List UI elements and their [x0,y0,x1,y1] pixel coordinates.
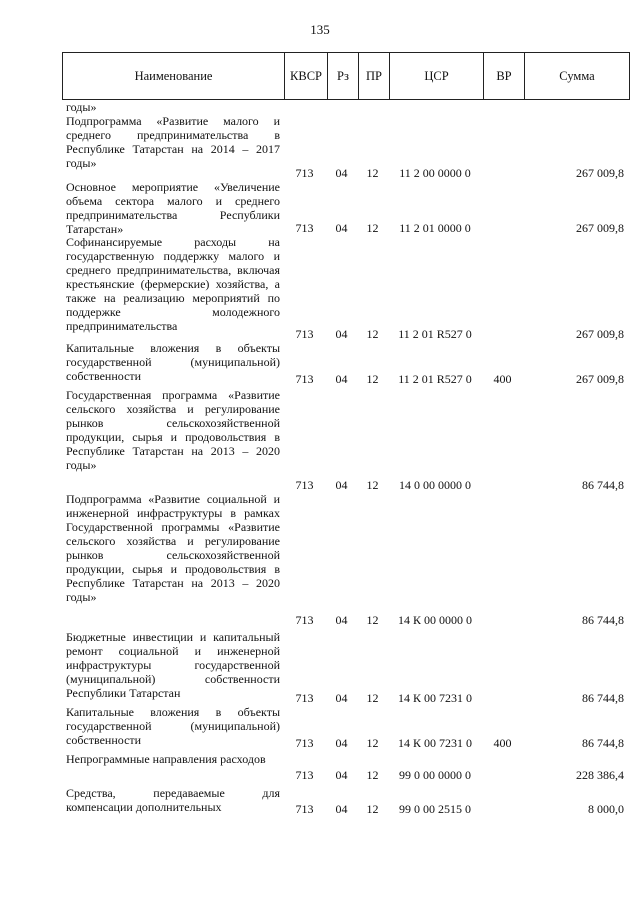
row-csr: 14 К 00 7231 0 [397,736,472,750]
col-header-csr: ЦСР [389,53,483,99]
row-kvsr: 713 [295,802,314,816]
row-rz: 04 [335,327,348,341]
row-rz: 04 [335,221,348,235]
table-row [62,630,630,705]
table-row [62,786,630,816]
row-sum: 86 744,8 [582,478,624,492]
row-kvsr: 713 [295,221,314,235]
row-kvsr: 713 [295,372,314,386]
row-vr: 400 [493,736,512,750]
row-csr: 99 0 00 2515 0 [399,802,471,816]
row-csr: 11 2 01 R527 0 [398,372,472,386]
row-name: Основное мероприятие «Увеличение объема сектора малого и среднего предпринимательства Республики Татарстан» [66,180,280,236]
row-kvsr: 713 [295,327,314,341]
table-row [62,752,630,782]
row-pr: 12 [366,802,379,816]
col-header-kvsr: КВСР [284,53,327,99]
row-sum: 86 744,8 [582,613,624,627]
row-csr: 14 К 00 0000 0 [397,613,472,627]
row-kvsr: 713 [295,166,314,180]
row-sum: 267 009,8 [576,327,624,341]
row-kvsr: 713 [295,691,314,705]
row-pr: 12 [366,768,379,782]
row-name: Бюджетные инвестиции и капитальный ремонт социальной и инженерной инфраструктуры государственной (муниципальной) собственности Республики Татарстан [66,630,280,700]
table-row [62,492,630,627]
row-rz: 04 [335,478,348,492]
row-sum: 228 386,4 [576,768,624,782]
row-name: Подпрограмма «Развитие социальной и инженерной инфраструктуры в рамках Государственной программы «Развитие сельского хозяйства и регулирование рынков сельскохозяйственной продукции, сырья и продовольствия в Республике Татарстан на 2013 – 2020 годы» [66,492,280,604]
col-header-rz: Рз [327,53,358,99]
row-name: годы» [66,100,97,114]
row-rz: 04 [335,372,348,386]
row-rz: 04 [335,736,348,750]
row-pr: 12 [366,478,379,492]
row-sum: 267 009,8 [576,221,624,235]
row-name: Софинансируемые расходы на государственную поддержку малого и среднего предпринимательства, включая крестьянские (фермерские) хозяйства, а также на реализацию мероприятий по поддержке молодежного предпринимательства [66,235,280,333]
row-rz: 04 [335,166,348,180]
row-vr: 400 [493,372,512,386]
table-row [62,114,630,180]
row-kvsr: 713 [295,736,314,750]
row-rz: 04 [335,802,348,816]
row-sum: 86 744,8 [582,736,624,750]
row-name: Капитальные вложения в объекты государственной (муниципальной) собственности [66,705,280,747]
row-sum: 8 000,0 [588,802,624,816]
row-pr: 12 [366,736,379,750]
row-csr: 14 К 00 7231 0 [397,691,472,705]
table-row [62,705,630,750]
page-number: 135 [310,22,330,37]
table-header [62,52,630,100]
row-pr: 12 [366,372,379,386]
row-csr: 11 2 00 0000 0 [399,166,471,180]
row-sum: 267 009,8 [576,372,624,386]
row-rz: 04 [335,613,348,627]
row-pr: 12 [366,327,379,341]
row-kvsr: 713 [295,613,314,627]
row-csr: 11 2 01 0000 0 [399,221,471,235]
row-name: Капитальные вложения в объекты государственной (муниципальной) собственности [66,341,280,383]
row-kvsr: 713 [295,768,314,782]
row-name: Подпрограмма «Развитие малого и среднего предпринимательства в Республике Татарстан на 2014 – 2017 годы» [66,114,280,170]
row-rz: 04 [335,691,348,705]
row-csr: 99 0 00 0000 0 [399,768,471,782]
col-header-vr: ВР [483,53,524,99]
table-row [62,235,630,341]
row-name: Государственная программа «Развитие сельского хозяйства и регулирование рынков сельскохозяйственной продукции, сырья и продовольствия в Республике Татарстан на 2013 – 2020 годы» [66,388,280,472]
row-sum: 86 744,8 [582,691,624,705]
table-row [62,180,630,235]
row-pr: 12 [366,691,379,705]
col-header-sum: Сумма [524,53,629,99]
row-csr: 11 2 01 R527 0 [398,327,472,341]
row-rz: 04 [335,768,348,782]
col-header-name: Наименование [134,68,213,83]
row-pr: 12 [366,221,379,235]
row-pr: 12 [366,613,379,627]
row-name: Непрограммные направления расходов [66,752,266,766]
table-row [62,341,630,386]
row-sum: 267 009,8 [576,166,624,180]
row-pr: 12 [366,166,379,180]
row-name: Средства, передаваемые для компенсации дополнительных [66,786,280,814]
table-row [62,388,630,492]
col-header-pr: ПР [358,53,389,99]
row-kvsr: 713 [295,478,314,492]
table-row [62,100,630,114]
row-csr: 14 0 00 0000 0 [399,478,471,492]
